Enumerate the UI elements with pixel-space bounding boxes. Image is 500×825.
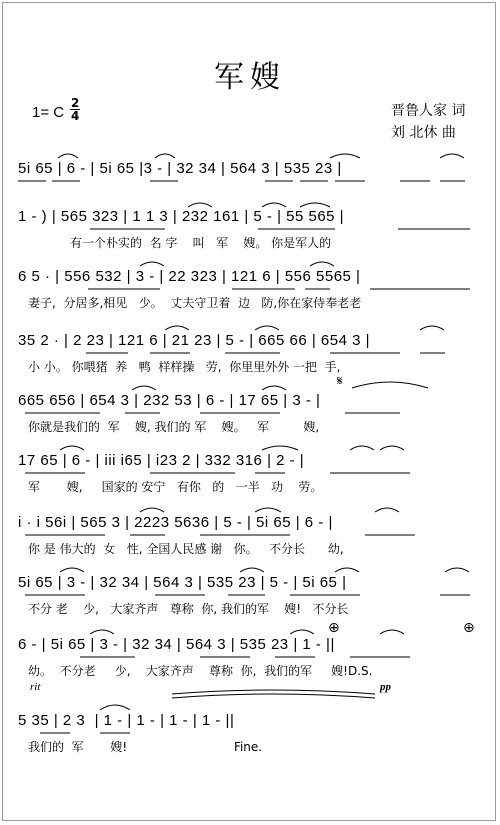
lyrics-line-6: 军 嫂, 国家的 安宁 有你 的 一半 功 劳。: [28, 480, 323, 494]
lyrics-line-10: 我们的 军 嫂! Fine.: [28, 740, 263, 754]
lyrics-line-4: 小 小。 你喂猪 养 鸭 样样操 劳, 你里里外外 一把 手,: [28, 360, 341, 374]
time-denominator: 4: [71, 109, 80, 123]
slur: [375, 508, 399, 512]
slur: [330, 154, 360, 158]
notation-line-3: 6 5 · | 556 532 | 3 - | 22 323 | 121 6 | 556 5565 |: [18, 268, 361, 285]
slur: [440, 154, 464, 158]
slur: [262, 446, 298, 450]
notation-line-4: 35 2 · | 2 23 | 121 6 | 21 23 | 5 - | 665 66 | 654 3 |: [18, 332, 370, 349]
tie: [172, 690, 375, 694]
key-signature: 1= C: [32, 104, 65, 121]
slur: [100, 705, 130, 710]
slur: [140, 262, 164, 266]
song-title: 军嫂: [214, 60, 286, 95]
pianissimo-mark: pp: [380, 681, 391, 693]
lyrics-line-8: 不分 老 少, 大家齐声 尊称 你, 我们的军 嫂! 不分长: [28, 602, 349, 616]
slur: [255, 508, 281, 512]
slur: [60, 568, 84, 572]
notation-line-8: 5i 65 | 3 - | 32 34 | 564 3 | 535 23 | 5 - | 5i 65 |: [18, 574, 347, 591]
lyrics-line-2: 有一个朴实的 名 字 叫 军 嫂。 你是军人的: [28, 236, 332, 250]
coda-sign-2: ⊕: [463, 620, 475, 636]
notation-line-6: 17 65 | 6 - | iii i65 | i23 2 | 332 316 | 2 - |: [18, 452, 305, 469]
slur: [60, 446, 84, 450]
composer: 刘 北休 曲: [391, 125, 456, 141]
slur: [240, 568, 264, 572]
coda-sign-1: ⊕: [328, 620, 340, 636]
slur: [262, 203, 286, 207]
slur: [310, 262, 334, 266]
slur: [420, 326, 444, 330]
slur: [300, 203, 330, 207]
notation-line-10: 5 35 | 2 3 | 1 - | 1 - | 1 - | 1 - ||: [18, 712, 235, 729]
notation-line-5: 665 656 | 654 3 | 232 53 | 6 - | 17 65 | 3 - |: [18, 392, 321, 409]
lyrics-line-5: 你就是我们的 军 嫂, 我们的 军 嫂。 军 嫂,: [28, 420, 320, 434]
slur: [132, 386, 156, 390]
notation-line-2: 1 - ) | 565 323 | 1 1 3 | 232 161 | 5 - | 55 565 |: [18, 208, 345, 225]
slur: [380, 446, 404, 450]
ritardando-mark: rit: [30, 681, 41, 693]
slur: [350, 446, 374, 450]
notation-line-9: 6 - | 5i 65 | 3 - | 32 34 | 564 3 | 535 23 | 1 - ||: [18, 636, 335, 653]
slur: [352, 382, 428, 388]
slur: [155, 154, 175, 158]
time-numerator: 2: [71, 96, 80, 110]
slur: [290, 630, 314, 634]
lyrics-line-7: 你 是 伟大的 女 性, 全国人民感 谢 你。 不分长 幼,: [28, 542, 344, 556]
slur: [165, 326, 189, 330]
tie: [172, 694, 375, 698]
slur: [262, 386, 286, 390]
lyrics-line-3: 妻子, 分居多,相见 少。 丈夫守卫着 边 防,你在家侍奉老老: [28, 296, 362, 310]
notation-line-7: i · i 56i | 565 3 | 2223 5636 | 5 - | 5i 65 | 6 - |: [18, 514, 333, 531]
slur: [90, 630, 114, 634]
lyricist: 晋鲁人家 词: [391, 103, 466, 119]
segno-sign: 𝄋: [337, 374, 343, 389]
lyrics-line-9: 幼。 不分老 少, 大家齐声 尊称 你, 我们的军 嫂!D.S.: [28, 664, 373, 678]
slur: [335, 568, 359, 572]
slur: [255, 326, 279, 330]
slur: [445, 568, 469, 572]
slur: [380, 630, 404, 634]
slur: [140, 508, 164, 512]
slur: [188, 203, 212, 207]
notation-line-1: 5i 65 | 6 - | 5i 65 |3 - | 32 34 | 564 3 | 535 23 |: [18, 160, 342, 177]
slur: [58, 154, 78, 158]
